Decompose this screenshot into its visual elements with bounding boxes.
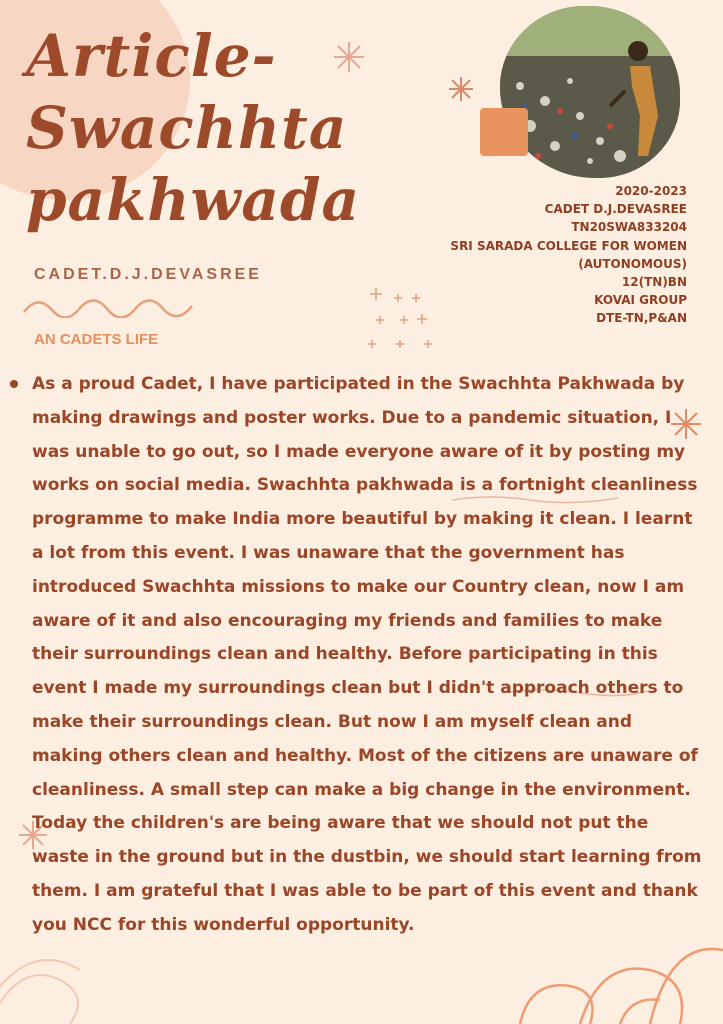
article-body: As a proud Cadet, I have participated in the Swachhta Pakhwada by making drawings and poster works. Due to a pandemic situation, I was unable to go out, so I made everyone aware of it by posting my works on social media. Swachhta pakhwada is a fortnight cleanliness programme to make India more beautiful by making it clean. I learnt a lot from this event. I was unaware that the government has introduced Swachhta missions to make our Country clean, now I am aware of it and also encouraging my friends and families to make their surroundings clean and healthy. Before participating in this event I made my surroundings clean but I didn't approach others to make their surroundings clean. But now I am myself clean and making others clean and healthy. Most of the citizens are unaware of cleanliness. A small step can make a big change in the environment. Today the children's are being aware that we should not put the waste in the ground but in the dustbin, we should start learning from them. I am grateful that I was able to be part of this event and thank you NCC for this wonderful opportunity. — [32, 374, 702, 935]
plus-cluster-icon — [360, 282, 440, 362]
info-line: 2020-2023 — [615, 184, 687, 198]
bullet-icon — [10, 380, 18, 388]
info-line: DTE-TN,P&AN — [596, 311, 687, 326]
cadet-info — [450, 182, 687, 328]
orange-square-decoration — [480, 108, 528, 156]
sparkle-icon — [332, 40, 366, 74]
info-line: (AUTONOMOUS) — [578, 256, 687, 271]
page-title — [26, 20, 360, 236]
title-line-3: pakhwada — [26, 166, 361, 234]
info-line: TN20SWA833204 — [571, 220, 687, 235]
info-line: CADET D.J.DEVASREE — [544, 202, 687, 217]
info-line: 12(TN)BN — [621, 275, 687, 290]
info-line: KOVAI GROUP — [594, 293, 687, 308]
sparkle-icon — [448, 76, 474, 102]
swirl-decoration — [0, 930, 110, 1024]
author-name: CADET.D.J.DEVASREE — [34, 266, 262, 283]
info-line: SRI SARADA COLLEGE FOR WOMEN — [450, 238, 687, 253]
title-line-2: Swachhta — [26, 94, 348, 162]
tagline: AN CADETS LIFE — [34, 331, 159, 348]
title-line-1: Article- — [26, 22, 277, 90]
wave-decoration — [22, 290, 212, 318]
